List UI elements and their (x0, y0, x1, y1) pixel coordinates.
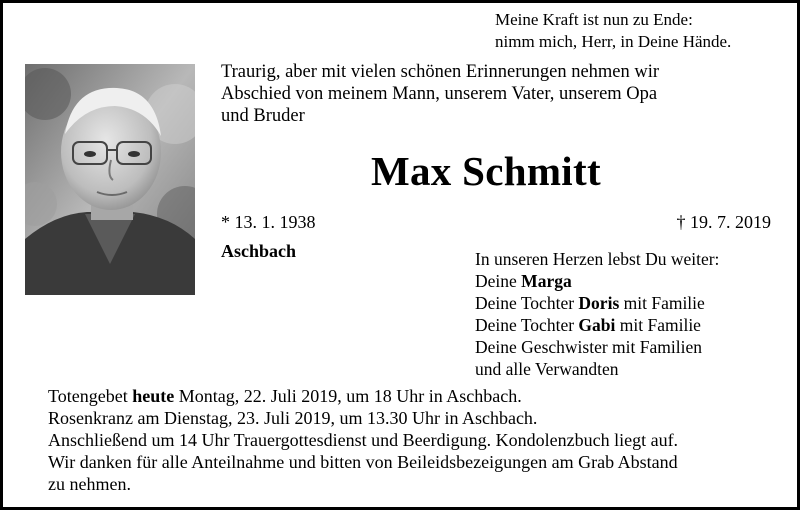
verse-line: nimm mich, Herr, in Deine Hände. (495, 32, 732, 51)
intro-line: Traurig, aber mit vielen schönen Erinnerungen nehmen wir (221, 62, 660, 82)
mourner-line (475, 270, 719, 292)
mourner-line: Deine Geschwister mit Familien (475, 337, 702, 357)
mourners-list (475, 248, 719, 380)
service-line (48, 385, 678, 407)
mourner-line (475, 314, 719, 336)
service-line: Anschließend um 14 Uhr Trauergottesdienst und Beerdigung. Kondolenzbuch liegt auf. (48, 430, 679, 450)
service-line: zu nehmen. (48, 474, 131, 494)
service-text: Totengebet (48, 386, 133, 406)
intro-line: Abschied von meinem Mann, unserem Vater, unserem Opa (221, 84, 658, 104)
mourner-line (475, 292, 719, 314)
portrait-photo (25, 64, 195, 295)
hometown: Aschbach (221, 241, 297, 261)
mourner-suffix: mit Familie (619, 293, 705, 313)
mourner-relation: Deine Tochter (475, 315, 579, 335)
mourner-name: Gabi (578, 315, 616, 335)
service-details (48, 385, 678, 495)
mourner-name: Marga (521, 271, 572, 291)
intro-text (221, 61, 659, 127)
service-highlight: heute (132, 386, 175, 406)
mourner-relation: Deine (475, 271, 522, 291)
service-line: Rosenkranz am Dienstag, 23. Juli 2019, um 13.30 Uhr in Aschbach. (48, 408, 538, 428)
verse-line: Meine Kraft ist nun zu Ende: (495, 10, 693, 29)
service-text: Montag, 22. Juli 2019, um 18 Uhr in Aschbach. (174, 386, 522, 406)
mourners-heading: In unseren Herzen lebst Du weiter: (475, 249, 720, 269)
mourner-relation: Deine Tochter (475, 293, 579, 313)
mourner-line: und alle Verwandten (475, 359, 619, 379)
deceased-name: Max Schmitt (371, 148, 601, 194)
mourner-name: Doris (578, 293, 620, 313)
death-date: † 19. 7. 2019 (676, 212, 771, 232)
intro-line: und Bruder (221, 106, 305, 126)
birth-date: * 13. 1. 1938 (221, 212, 316, 232)
verse (495, 9, 731, 53)
mourner-suffix: mit Familie (615, 315, 701, 335)
service-line: Wir danken für alle Anteilnahme und bitten von Beileidsbezeigungen am Grab Abstand (48, 452, 678, 472)
